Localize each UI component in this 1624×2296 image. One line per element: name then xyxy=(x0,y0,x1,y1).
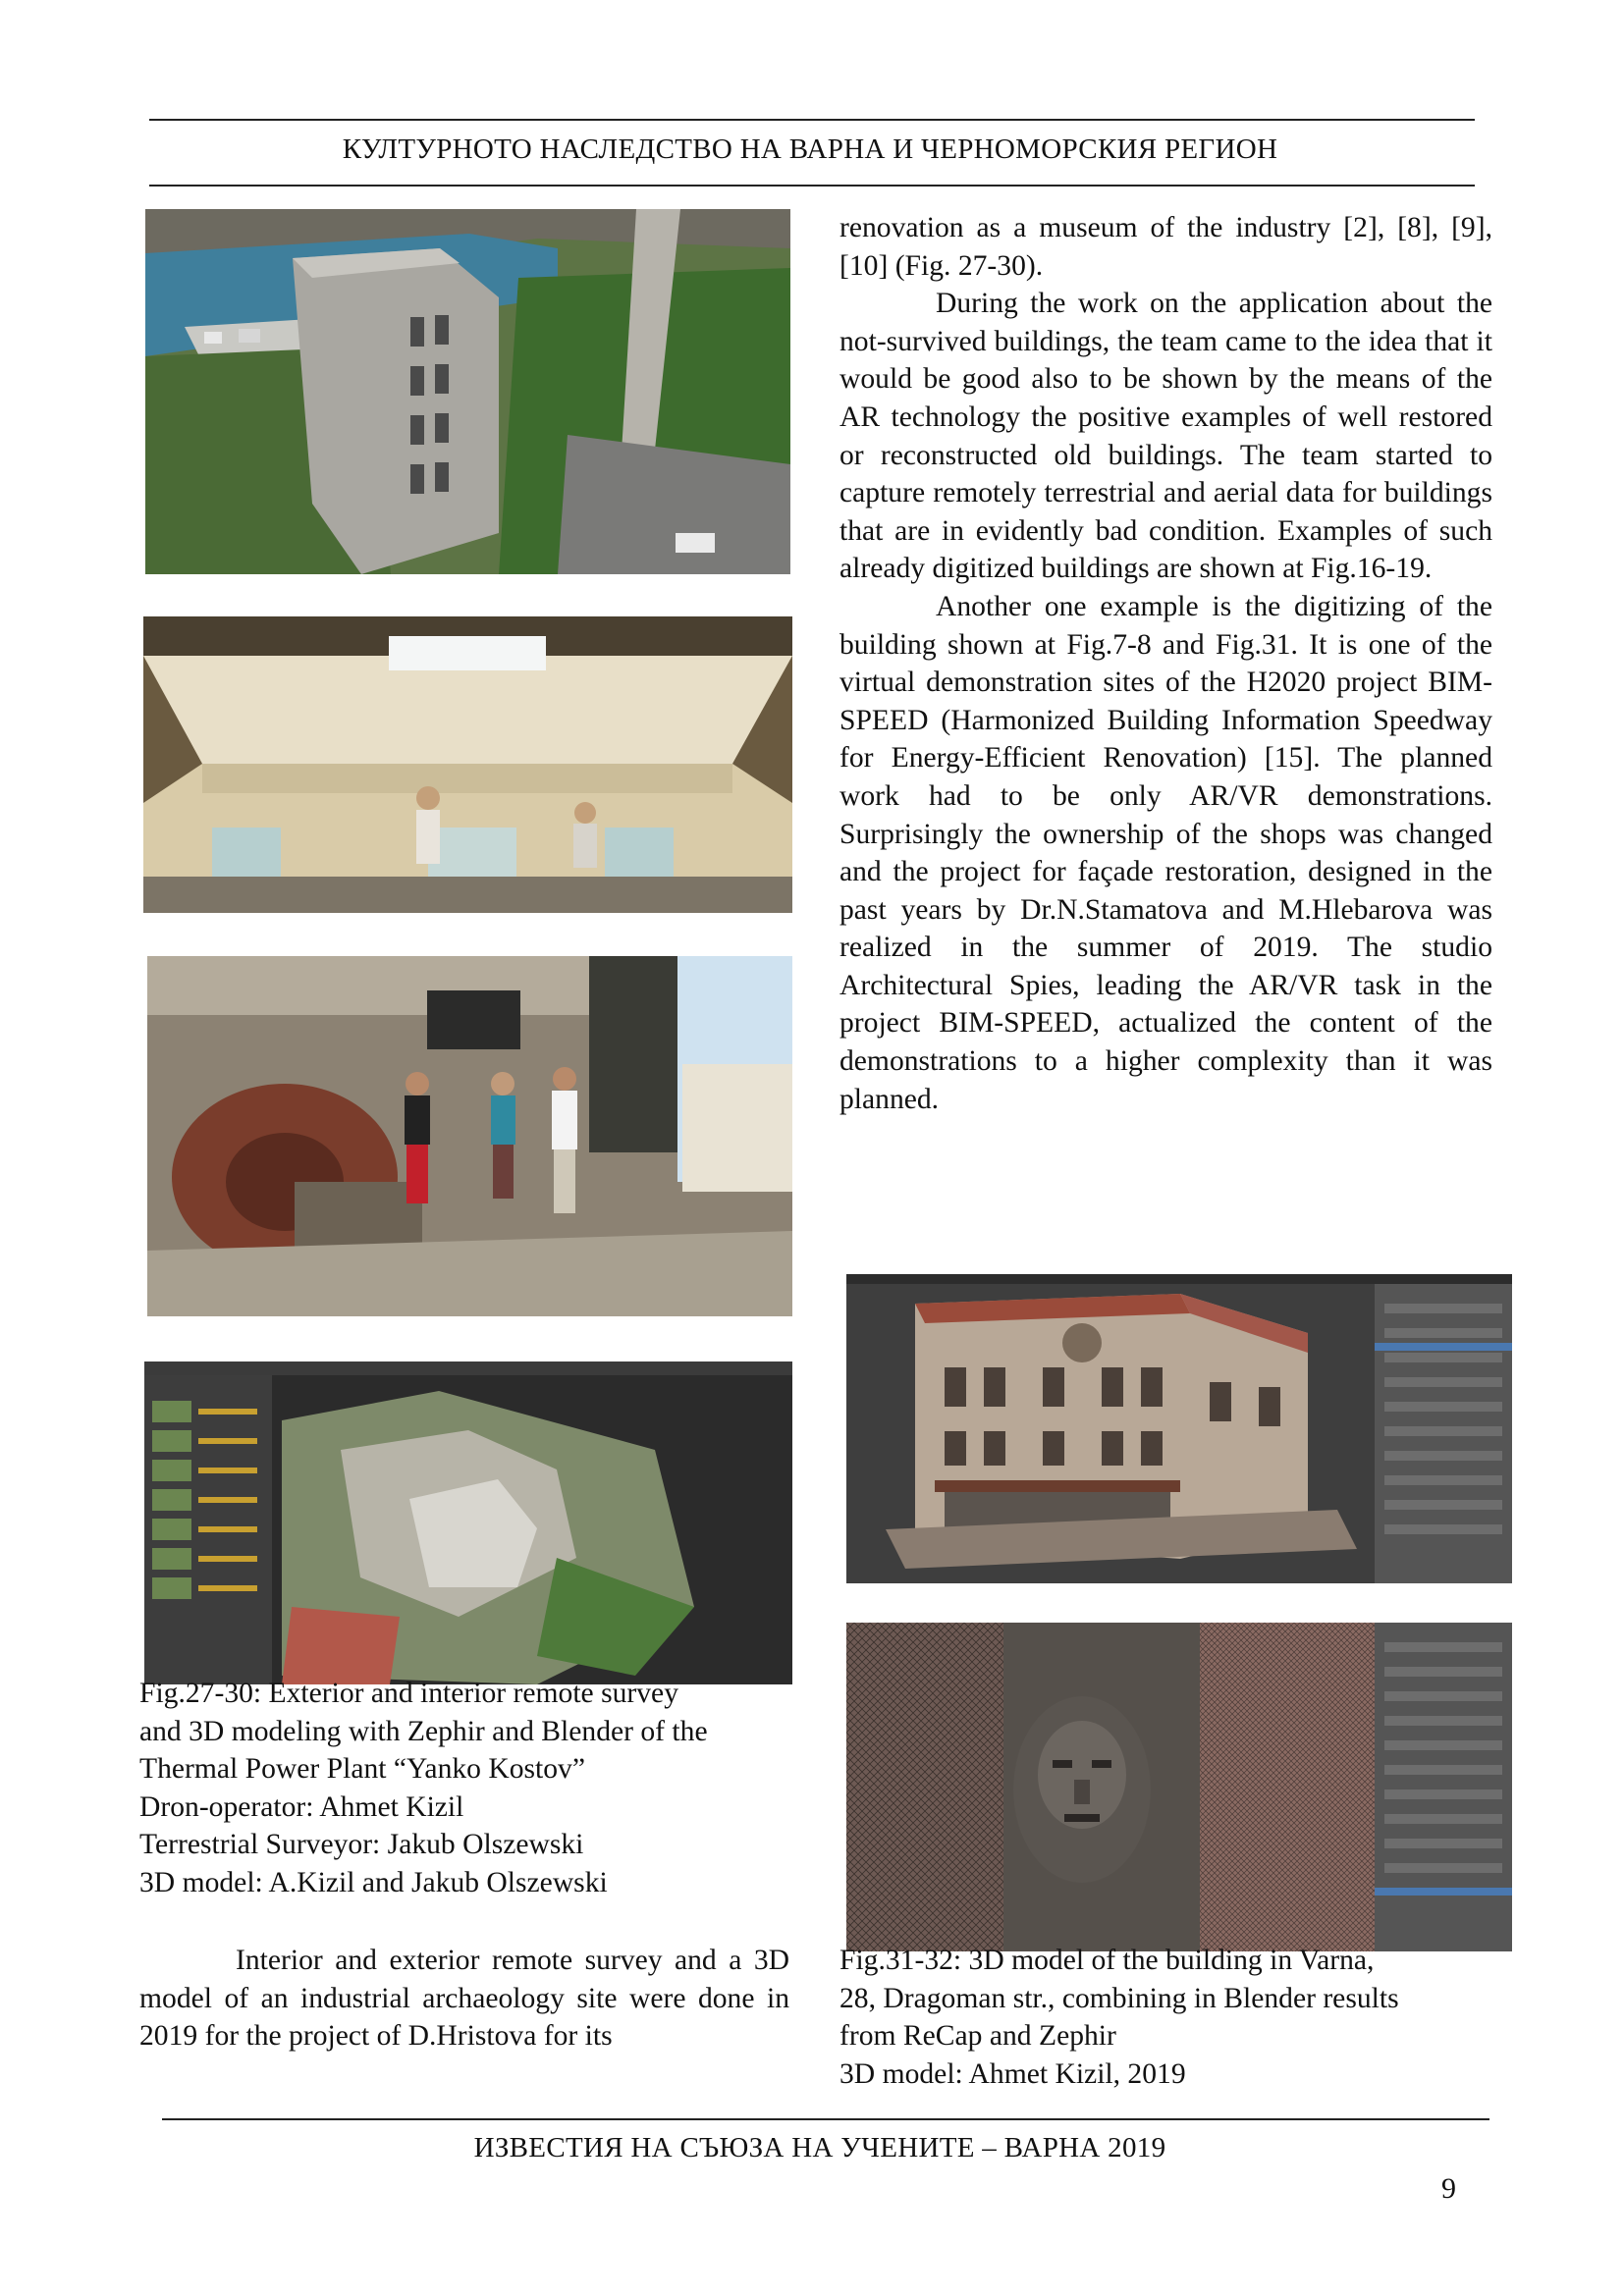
figure-aerial-power-plant xyxy=(145,209,790,574)
paragraph-renovation: renovation as a museum of the industry [2], [8], [9], [10] (Fig. 27-30). xyxy=(839,212,1492,282)
figure-turbine-hall xyxy=(147,956,792,1316)
paragraph-not-survived: During the work on the application about the not-survived buildings, the team came to the idea that it would be good also to be shown by the means of the AR technology the positive examples of well restored or reconstructed old buildings. The team started to capture remotely terrestrial and aerial data for buildings that are in evidently bad condition. Examples of such already digitized buildings are shown at Fig.16-19. xyxy=(839,288,1492,585)
caption-line: Terrestrial Surveyor: Jakub Olszewski xyxy=(139,1829,584,1861)
caption-line: and 3D modeling with Zephir and Blender of the xyxy=(139,1715,708,1747)
caption-line: Fig.27-30: Exterior and interior remote survey xyxy=(139,1678,678,1709)
figure-mesh-mascaron-detail xyxy=(846,1623,1512,1951)
figure-blender-facade-model xyxy=(846,1274,1512,1583)
caption-line: Fig.31-32: 3D model of the building in Varna, xyxy=(839,1945,1375,1976)
caption-line: from ReCap and Zephir xyxy=(839,2020,1116,2053)
footer-rule xyxy=(162,2118,1489,2120)
page-number: 9 xyxy=(1441,2172,1456,2205)
caption-line: 3D model: A.Kizil and Jakub Olszewski xyxy=(139,1866,608,1898)
figure-caption-31-32 xyxy=(839,1942,1507,2093)
caption-line: Thermal Power Plant “Yanko Kostov” xyxy=(139,1753,585,1786)
right-column-body xyxy=(839,209,1492,1118)
caption-line: Dron-operator: Ahmet Kizil xyxy=(139,1790,464,1823)
header-rule-bottom xyxy=(149,185,1475,187)
caption-line: 3D model: Ahmet Kizil, 2019 xyxy=(839,2057,1186,2090)
paragraph-industrial-archaeology: Interior and exterior remote survey and a 3D model of an industrial archaeology site were done in 2019 for the project of D.Hristova for its xyxy=(139,1945,789,2053)
caption-line: 28, Dragoman str., combining in Blender results xyxy=(839,1982,1399,2014)
figure-zephir-3d-model xyxy=(144,1362,792,1684)
running-header: КУЛТУРНОТО НАСЛЕДСТВО НА ВАРНА И ЧЕРНОМОРСКИЯ РЕГИОН xyxy=(342,133,1278,165)
running-footer: ИЗВЕСТИЯ НА СЪЮЗА НА УЧЕНИТЕ – ВАРНА 2019 xyxy=(473,2132,1166,2163)
figure-caption-27-30 xyxy=(139,1675,807,1902)
header-rule-top xyxy=(149,119,1475,121)
figure-interior-ceiling xyxy=(143,616,792,913)
paragraph-bim-speed: Another one example is the digitizing of the building shown at Fig.7-8 and Fig.31. It is one of the virtual demonstration sites of the H2020 project BIM-SPEED (Harmonized Building Information Speedway for Energy-Efficient Renovation) [15]. The planned work had to be only AR/VR demonstrations. Surprisingly the ownership of the shops was changed and the project for façade restoration, designed in the past years by Dr.N.Stamatova and M.Hlebarova was realized in the summer of 2019. The studio Architectural Spies, leading the AR/VR task in the project BIM-SPEED, actualized the content of the demonstrations to a higher complexity than it was planned. xyxy=(839,590,1492,1115)
left-column-body xyxy=(139,1942,789,2056)
